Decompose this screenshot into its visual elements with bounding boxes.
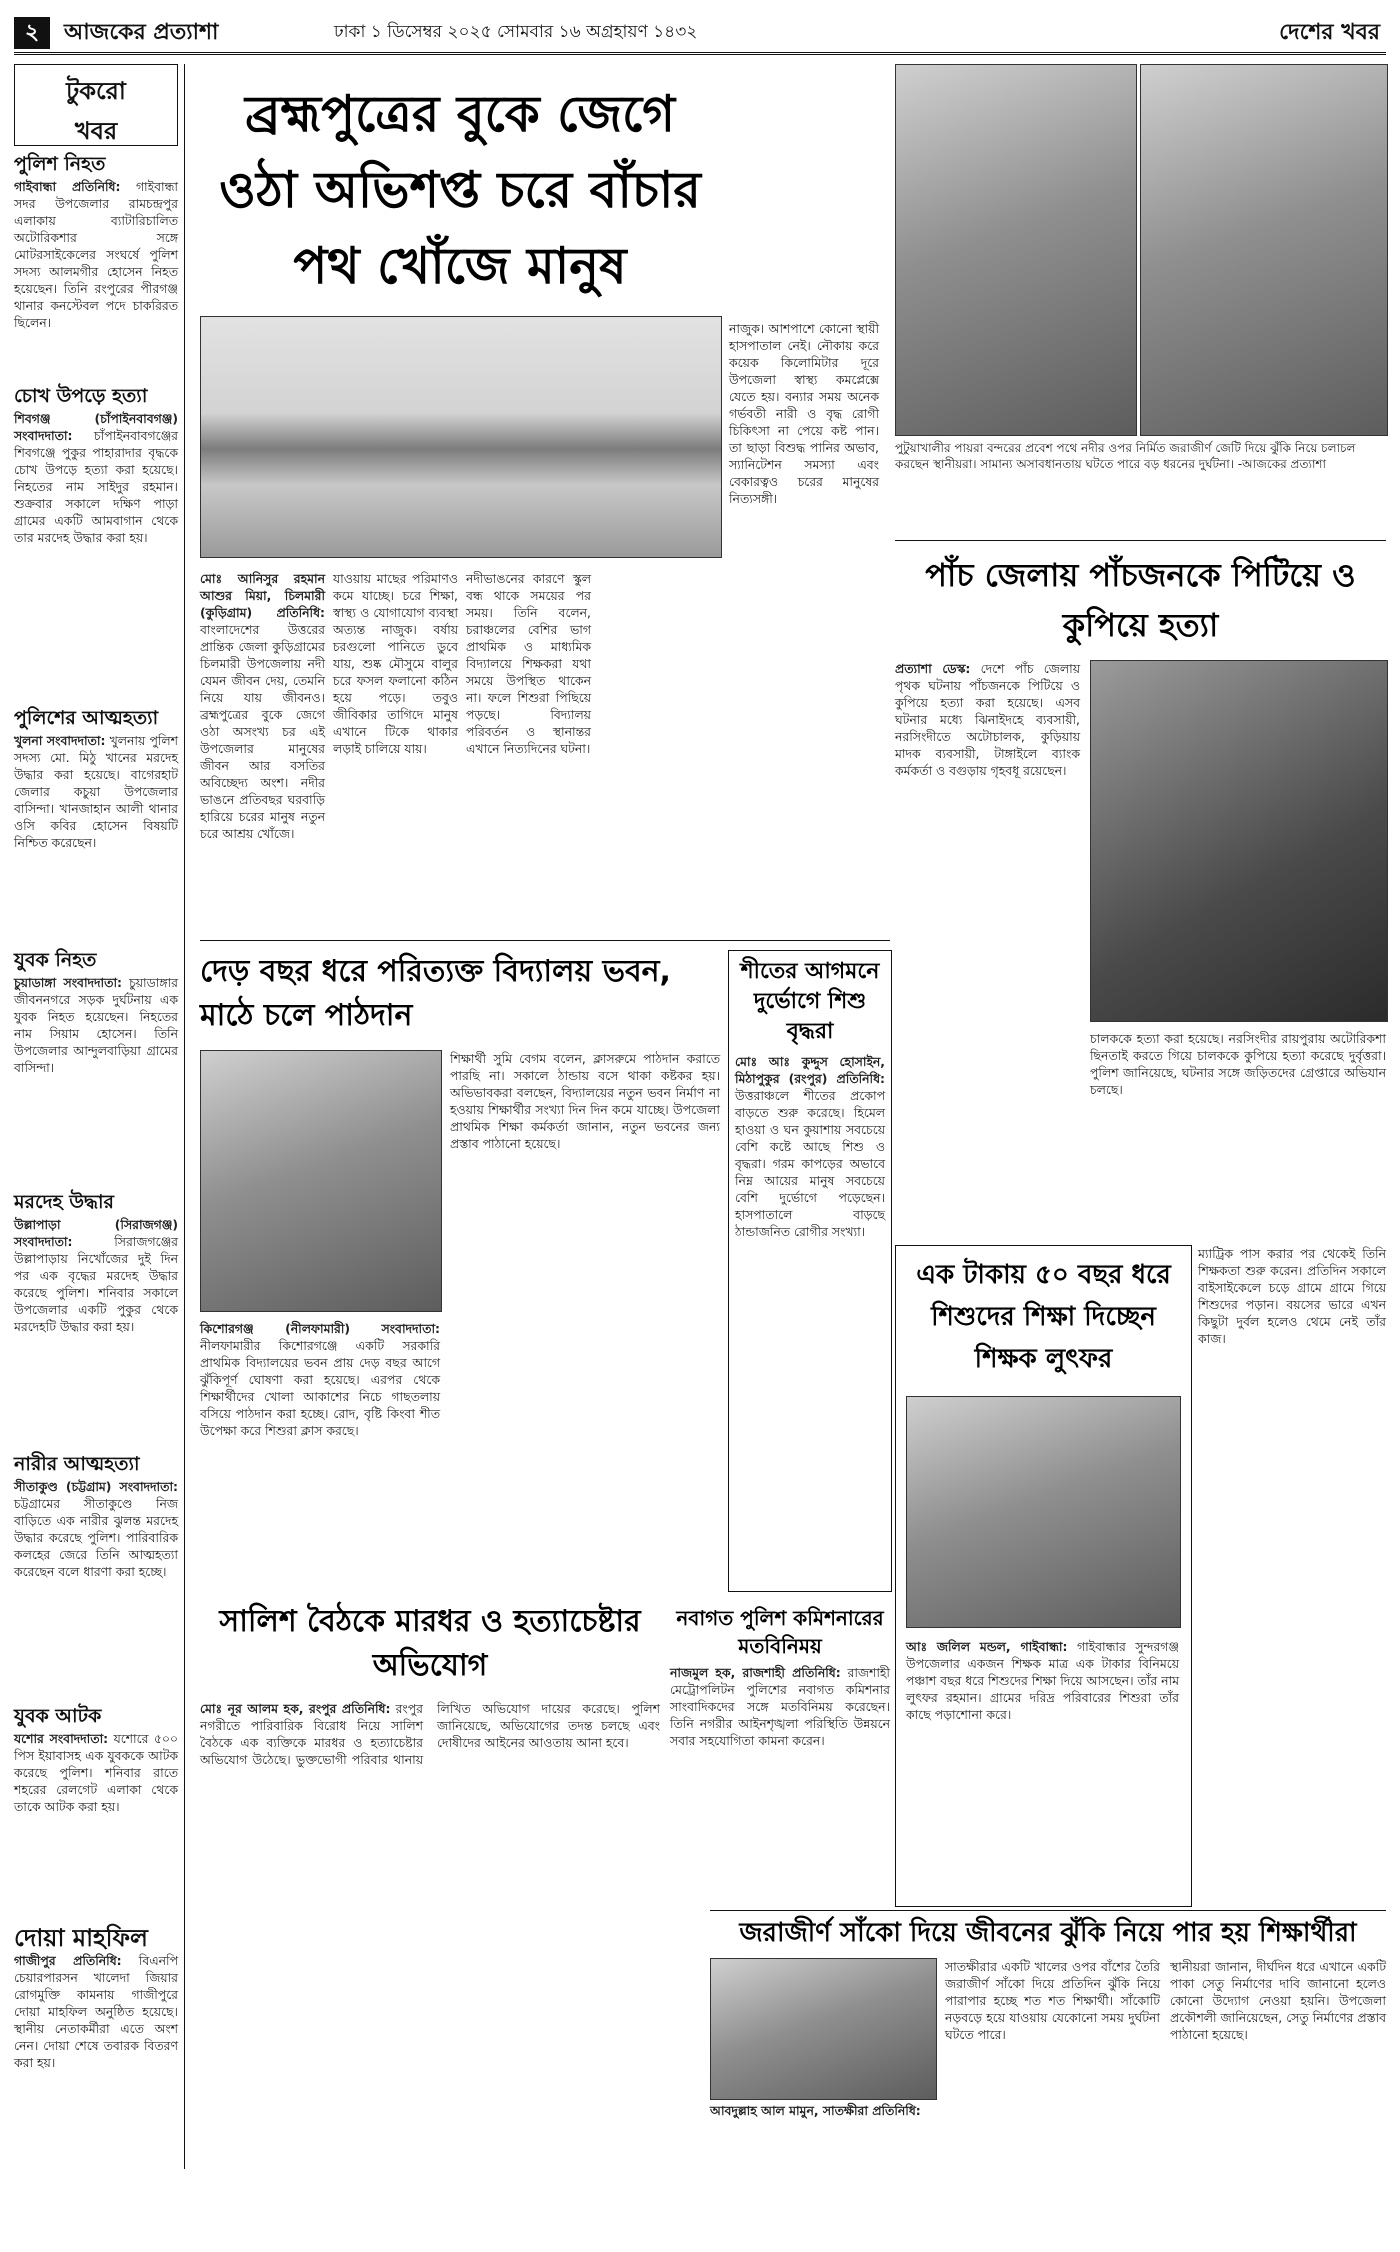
sidebar-item-title: চোখ উপড়ে হত্যা — [14, 385, 148, 407]
salish-byline: মোঃ নূর আলম হক, রংপুর প্রতিনিধি: — [200, 1701, 391, 1716]
salish-body: রংপুর নগরীতে পারিবারিক বিরোধ নিয়ে সালিশ বৈঠকে এক ব্যক্তিকে মারধর ও হত্যাচেষ্টার অভিযোগ উঠেছে। ভুক্তভোগী পরিবার থানায় লিখিত অভিযোগ দায়ের করেছে। পুলিশ জানিয়েছে, অভিযোগের তদন্ত চলছে এবং দোষীদের আইনের আওতায় আনা হবে। — [200, 1701, 664, 1767]
sidebar-item — [14, 152, 182, 378]
lead-column-2 — [333, 570, 462, 930]
lead-byline: মোঃ আনিসুর রহমান আশুর মিয়া, চিলমারী (কুড়িগ্রাম) প্রতিনিধি: — [200, 571, 330, 620]
school-byline: কিশোরগঞ্জ (নীলফামারী) সংবাদদাতা: — [200, 1321, 440, 1336]
winter-headline: শীতের আগমনে দুর্ভোগে শিশু বৃদ্ধরা — [740, 959, 880, 1044]
sidebar-item — [14, 384, 183, 700]
bridge-headline: জরাজীর্ণ সাঁকো দিয়ে জীবনের ঝুঁকি নিয়ে পার হয় শিক্ষার্থীরা — [739, 1918, 1357, 1948]
sidebar-item-text — [14, 974, 182, 1184]
murder-column-2 — [1090, 1030, 1390, 1210]
murder-column-1 — [895, 660, 1084, 1200]
lead-body-1: বাংলাদেশের উত্তরের প্রান্তিক জেলা কুড়িগ্রামের চিলমারী উপজেলায় নদী যেমন জীবন দেয়, তেমনি নিয়ে যায় জীবনও। ব্রহ্মপুত্রের বুকে জেগে ওঠা অসংখ্য চর এই উপজেলার মানুষের জীবন আর বসতির অবিচ্ছেদ্য অংশ। নদীর ভাঙনে প্রতিবছর ঘরবাড়ি হারিয়ে চরের মানুষ নতুন চরে আশ্রয় খোঁজে। — [200, 622, 329, 841]
sidebar-item-body: যশোরে ৫০০ পিস ইয়াবাসহ এক যুবককে আটক করেছে পুলিশ। শনিবার রাতে শহরের রেলগেট এলাকা থেকে তাকে আটক করা হয়। — [14, 1731, 182, 1814]
lead-body-3: নদীভাঙনের কারণে স্কুল বন্ধ থাকে সময়ের পর সময়। তিনি বলেন, চরাঞ্চলের বেশির ভাগ প্রাথমিক ও মাধ্যমিক বিদ্যালয়ে শিক্ষকরা যথা সময়ে উপস্থিত থাকেন না। ফলে শিশুরা পিছিয়ে পড়ছে। বিদ্যালয় পরিবর্তন ও স্থানান্তর এখানে নিত্যদিনের ঘটনা। — [466, 571, 595, 756]
sidebar-item-text — [14, 178, 182, 378]
school-body-2: শিক্ষার্থী সুমি বেগম বলেন, ক্লাসরুমে পাঠদান করাতে পারছি না। সকালে ঠান্ডায় বসে থাকা কষ্টকর হয়। অভিভাবকরা বলছেন, বিদ্যালয়ের নতুন ভবন নির্মাণ না হওয়ায় শিক্ষার্থীর সংখ্যা দিন দিন কমে যাচ্ছে। উপজেলা প্রাথমিক শিক্ষা কর্মকর্তা জানান, নতুন ভবনের জন্য প্রস্তাব পাঠানো হয়েছে। — [450, 1051, 724, 1151]
sidebar-item-byline: গাইবান্ধা প্রতিনিধি: — [14, 179, 121, 194]
teacher-text-1 — [906, 1638, 1183, 1898]
police-byline: নাজমুল হক, রাজশাহী প্রতিনিধি: — [670, 1665, 841, 1680]
sidebar-logo — [14, 64, 178, 146]
newspaper-name: আজকের প্রত্যাশা — [64, 19, 219, 45]
sidebar-item-text — [14, 1952, 182, 2252]
sidebar-logo-top: টুকরো — [66, 77, 126, 105]
bridge-story-photo — [710, 1958, 937, 2100]
page-header — [14, 14, 1386, 55]
sidebar-item — [14, 948, 182, 1184]
teacher-photo — [906, 1396, 1181, 1628]
lead-body-2: যাওয়ায় মাছের পরিমাণও কমে যাচ্ছে। চরে শিক্ষা, স্বাস্থ্য ও যোগাযোগ ব্যবস্থা অত্যন্ত নাজুক। বর্ষায় চরগুলো পানিতে ডুবে যায়, শুষ্ক মৌসুমে বালুর চরে ফসল ফলানো কঠিন হয়ে পড়ে। তবুও জীবিকার তাগিদে মানুষ এখানে টিকে থাকার লড়াই চালিয়ে যায়। — [333, 571, 462, 756]
sidebar-item-title: পুলিশের আত্মহত্যা — [14, 707, 159, 729]
sidebar-item-body: চট্টগ্রামের সীতাকুণ্ডে নিজ বাড়িতে এক নারীর ঝুলন্ত মরদেহ উদ্ধার করেছে পুলিশ। পারিবারিক কলহের জেরে তিনি আত্মহত্যা করেছেন বলে ধারণা করা হচ্ছে। — [14, 1496, 182, 1579]
sidebar-item-title: নারীর আত্মহত্যা — [14, 1453, 140, 1475]
teacher-body-2: ম্যাট্রিক পাস করার পর থেকেই তিনি শিক্ষকতা শুরু করেন। প্রতিদিন সকালে বাইসাইকেলে চড়ে গ্রামে গ্রামে গিয়ে শিশুদের পড়ান। বয়সের ভারে এখন কিছুটা দুর্বল হলেও থেমে নেই তাঁর কাজ। — [1198, 1246, 1390, 1346]
sidebar-item-body: গাইবান্ধা সদর উপজেলার রামচন্দ্রপুর এলাকায় ব্যাটারিচালিত অটোরিকশার সঙ্গে মোটরসাইকেলের সংঘর্ষে পুলিশ সদস্য আলমগীর হোসেন নিহত হয়েছেন। তিনি রংপুরের পীরগঞ্জ থানার কনস্টেবল পদে চাকরিরত ছিলেন। — [14, 179, 182, 330]
murder-photo — [1090, 660, 1388, 1022]
bridge-photo-left — [895, 64, 1137, 436]
murder-body-1: দেশে পাঁচ জেলায় পৃথক ঘটনায় পাঁচজনকে পিটিয়ে ও কুপিয়ে হত্যা করা হয়েছে। এসব ঘটনার মধ্যে ঝিনাইদহে ব্যবসায়ী, নরসিংদীতে অটোচালক, কুড়িয়ায় মাদক ব্যবসায়ী, টাঙ্গাইলে ব্যাংক কর্মকর্তা ও বগুড়ায় গৃহবধূ রয়েছেন। — [895, 661, 1084, 778]
teacher-body-1: গাইবান্ধার সুন্দরগঞ্জ উপজেলার একজন শিক্ষক মাত্র এক টাকার বিনিময়ে পঞ্চাশ বছর ধরে শিশুদের শিক্ষা দিয়ে আসছেন। তাঁর নাম লুৎফর রহমান। গ্রামের দরিদ্র পরিবারের শিশুরা তাঁর কাছে পড়াশোনা করে। — [906, 1639, 1183, 1722]
bridge-photo-right — [1140, 64, 1388, 436]
sidebar-item — [14, 1452, 182, 1698]
sidebar-item-text — [14, 1216, 183, 1446]
school-headline: দেড় বছর ধরে পরিত্যক্ত বিদ্যালয় ভবন, মাঠে চলে পাঠদান — [200, 954, 671, 1033]
winter-story — [728, 950, 892, 1592]
sidebar-item-byline: উল্লাপাড়া (সিরাজগঞ্জ) সংবাদদাতা: — [14, 1217, 183, 1249]
bridge-body-1: সাতক্ষীরার একটি খালের ওপর বাঁশের তৈরি জরাজীর্ণ সাঁকো দিয়ে প্রতিদিন ঝুঁকি নিয়ে পারাপার হচ্ছে শত শত শিক্ষার্থী। সাঁকোটি নড়বড়ে হয়ে যাওয়ায় যেকোনো সময় দুর্ঘটনা ঘটতে পারে। — [945, 1959, 1164, 2042]
lead-body-4: নাজুক। আশপাশে কোনো স্থায়ী হাসপাতাল নেই। নৌকায় করে কয়েক কিলোমিটার দূরে উপজেলা স্বাস্থ্য কমপ্লেক্সে যেতে হয়। বন্যার সময় অনেক গর্ভবতী নারী ও বৃদ্ধ রোগী চিকিৎসা না পেয়ে কষ্ট পান। তা ছাড়া বিশুদ্ধ পানির অভাব, স্যানিটেশন সমস্যা এবং বেকারত্বও চরের মানুষের নিত্যসঙ্গী। — [729, 321, 883, 506]
school-body-1: নীলফামারীর কিশোরগঞ্জে একটি সরকারি প্রাথমিক বিদ্যালয়ের ভবন প্রায় দেড় বছর আগে ঝুঁকিপূর্ণ ঘোষণা করা হয়েছে। এরপর থেকে শিক্ষার্থীদের খোলা আকাশের নিচে গাছতলায় বসিয়ে পাঠদান করা হচ্ছে। রোদ, বৃষ্টি কিংবা শীত উপেক্ষা করে শিশুরা ক্লাস করছে। — [200, 1338, 444, 1438]
sidebar-item — [14, 1924, 182, 2252]
sidebar-item-text — [14, 1730, 182, 1920]
winter-byline: মোঃ আঃ কুদ্দুস হোসাইন, মিঠাপুকুর (রংপুর) প্রতিনিধি: — [735, 1054, 890, 1086]
divider — [710, 1910, 1386, 1911]
lead-column-4 — [599, 320, 883, 930]
sidebar-item-body: সিরাজগঞ্জের উল্লাপাড়ায় নিখোঁজের দুই দিন পর এক বৃদ্ধের মরদেহ উদ্ধার করেছে পুলিশ। শনিবার সকালে উপজেলার একটি পুকুর থেকে মরদেহটি উদ্ধার করা হয়। — [14, 1234, 182, 1334]
sidebar-item-title: দোয়া মাহফিল — [14, 1924, 148, 1952]
page-number: ২ — [14, 17, 50, 49]
divider — [200, 940, 890, 941]
teacher-byline: আঃ জলিল মন্ডল, গাইবান্ধা: — [906, 1639, 1068, 1654]
murder-body-2: চালককে হত্যা করা হয়েছে। নরসিংদীর রায়পুরায় অটোরিকশা ছিনতাই করতে গিয়ে চালককে কুপিয়ে হত্যা করেছে দুর্বৃত্তরা। পুলিশ জানিয়েছে, ঘটনার সঙ্গে জড়িতদের গ্রেপ্তারে অভিযান চলছে। — [1090, 1031, 1390, 1097]
date-line: ঢাকা ১ ডিসেম্বর ২০২৫ সোমবার ১৬ অগ্রহায়ণ ১৪৩২ — [334, 22, 698, 42]
sidebar-item-body: চুয়াডাঙ্গার জীবননগরে সড়ক দুর্ঘটনায় এক যুবক নিহত হয়েছেন। নিহতের নাম সিয়াম হোসেন। তিনি উপজেলার আন্দুলবাড়িয়া গ্রামের বাসিন্দা। — [14, 975, 182, 1075]
sidebar-item — [14, 1704, 182, 1920]
lead-column-1 — [200, 570, 330, 930]
bridge-column-2 — [1170, 1958, 1390, 2168]
bridge-byline: আবদুল্লাহ আল মামুন, সাতক্ষীরা প্রতিনিধি: — [710, 2103, 921, 2118]
sidebar-item-text — [14, 410, 183, 700]
lead-headline: ব্রহ্মপুত্রের বুকে জেগে ওঠা অভিশপ্ত চরে বাঁচার পথ খোঁজে মানুষ — [219, 85, 701, 295]
police-headline: নবাগত পুলিশ কমিশনারের মতবিনিময় — [676, 1606, 884, 1658]
sidebar-item-byline: গাজীপুর প্রতিনিধি: — [14, 1953, 122, 1968]
school-photo — [200, 1050, 442, 1312]
salish-text — [200, 1700, 664, 2100]
divider — [895, 540, 1386, 541]
winter-body: উত্তরাঞ্চলে শীতের প্রকোপ বাড়তে শুরু করেছে। হিমেল হাওয়া ও ঘন কুয়াশায় সবচেয়ে বেশি কষ্টে আছে শিশু ও বৃদ্ধরা। গরম কাপড়ের অভাবে নিম্ন আয়ের মানুষ সবচেয়ে বেশি দুর্ভোগে পড়েছেন। হাসপাতালে বাড়ছে ঠান্ডাজনিত রোগীর সংখ্যা। — [735, 1088, 889, 1239]
sidebar-item — [14, 706, 182, 942]
bridge-body-2: স্থানীয়রা জানান, দীর্ঘদিন ধরে এখানে একটি পাকা সেতু নির্মাণের দাবি জানানো হলেও কোনো উদ্যোগ নেওয়া হয়নি। উপজেলা প্রকৌশলী জানিয়েছেন, সেতু নির্মাণের প্রস্তাব পাঠানো হয়েছে। — [1170, 1959, 1390, 2042]
teacher-column-2 — [1198, 1245, 1390, 1905]
murder-byline: প্রত্যাশা ডেস্ক: — [895, 661, 971, 676]
sidebar-item-title: পুলিশ নিহত — [14, 153, 106, 175]
sidebar-item-text — [14, 1478, 182, 1698]
sidebar-item-body: চাঁপাইনবাবগঞ্জের শিবগঞ্জে পুকুর পাহারাদার বৃদ্ধকে চোখ উপড়ে হত্যা করা হয়েছে। নিহতের নাম সাইদুর রহমান। শুক্রবার সকালে দক্ষিণ পাড়া গ্রামের একটি আমবাগান থেকে তার মরদেহ উদ্ধার করা হয়। — [14, 428, 182, 545]
sidebar-item-title: যুবক নিহত — [14, 949, 97, 971]
sidebar-item-title: মরদেহ উদ্ধার — [14, 1191, 114, 1213]
teacher-headline: এক টাকায় ৫০ বছর ধরে শিশুদের শিক্ষা দিচ্ছেন শিক্ষক লুৎফর — [916, 1260, 1171, 1374]
murder-headline: পাঁচ জেলায় পাঁচজনকে পিটিয়ে ও কুপিয়ে হত্যা — [925, 556, 1356, 644]
salish-headline: সালিশ বৈঠকে মারধর ও হত্যাচেষ্টার অভিযোগ — [219, 1604, 641, 1683]
school-column-1 — [200, 1320, 444, 1580]
bridge-column-1 — [945, 1958, 1164, 2168]
sidebar-item-byline: খুলনা সংবাদদাতা: — [14, 733, 106, 748]
sidebar-item-body: খুলনায় পুলিশ সদস্য মো. মিঠু খানের মরদেহ উদ্ধার করা হয়েছে। বাগেরহাট জেলার কচুয়া উপজেলার বাসিন্দা। খানজাহান আলী থানার ওসি কবির হোসেন বিষয়টি নিশ্চিত করেছেন। — [14, 733, 182, 850]
sidebar-item-byline: শিবগঞ্জ (চাঁপাইনবাবগঞ্জ) সংবাদদাতা: — [14, 411, 183, 443]
photo-caption: পুটুয়াখালীর পায়রা বন্দরের প্রবেশ পথে নদীর ওপর নির্মিত জরাজীর্ণ জেটি দিয়ে ঝুঁকি নিয়ে চলাচল করছেন স্থানীয়রা। সামান্য অসাবধানতায় ঘটতে পারে বড় ধরনের দুর্ঘটনা। -আজকের প্রত্যাশা — [895, 441, 1356, 471]
school-column-2 — [450, 1050, 724, 1580]
sidebar-item-byline: চুয়াডাঙ্গা সংবাদদাতা: — [14, 975, 122, 990]
lead-column-3 — [466, 570, 595, 930]
police-body: রাজশাহী মেট্রোপলিটন পুলিশের নবাগত কমিশনার সাংবাদিকদের সঙ্গে মতবিনিময় করেছেন। তিনি নগরীর আইনশৃঙ্খলা পরিস্থিতি উন্নয়নে সবার সহযোগিতা কামনা করেন। — [670, 1665, 894, 1748]
winter-text — [729, 1053, 891, 1573]
sidebar-news — [14, 64, 185, 2169]
teacher-story — [895, 1245, 1192, 1907]
sidebar-item-byline: যশোর সংবাদদাতা: — [14, 1731, 109, 1746]
sidebar-item-text — [14, 732, 182, 942]
bridge-byline-block — [710, 2102, 935, 2170]
section-title: দেশের খবর — [1279, 19, 1380, 45]
sidebar-logo-bottom: খবর — [74, 117, 118, 145]
sidebar-item-title: যুবক আটক — [14, 1705, 102, 1727]
sidebar-item-body: বিএনপি চেয়ারপারসন খালেদা জিয়ার রোগমুক্তি কামনায় গাজীপুরে দোয়া মাহফিল অনুষ্ঠিত হয়েছে। স্থানীয় নেতাকর্মীরা এতে অংশ নেন। দোয়া শেষে তবারক বিতরণ করা হয়। — [14, 1953, 182, 2070]
sidebar-item-byline: সীতাকুণ্ড (চট্টগ্রাম) সংবাদদাতা: — [14, 1479, 178, 1494]
sidebar-item — [14, 1190, 183, 1446]
